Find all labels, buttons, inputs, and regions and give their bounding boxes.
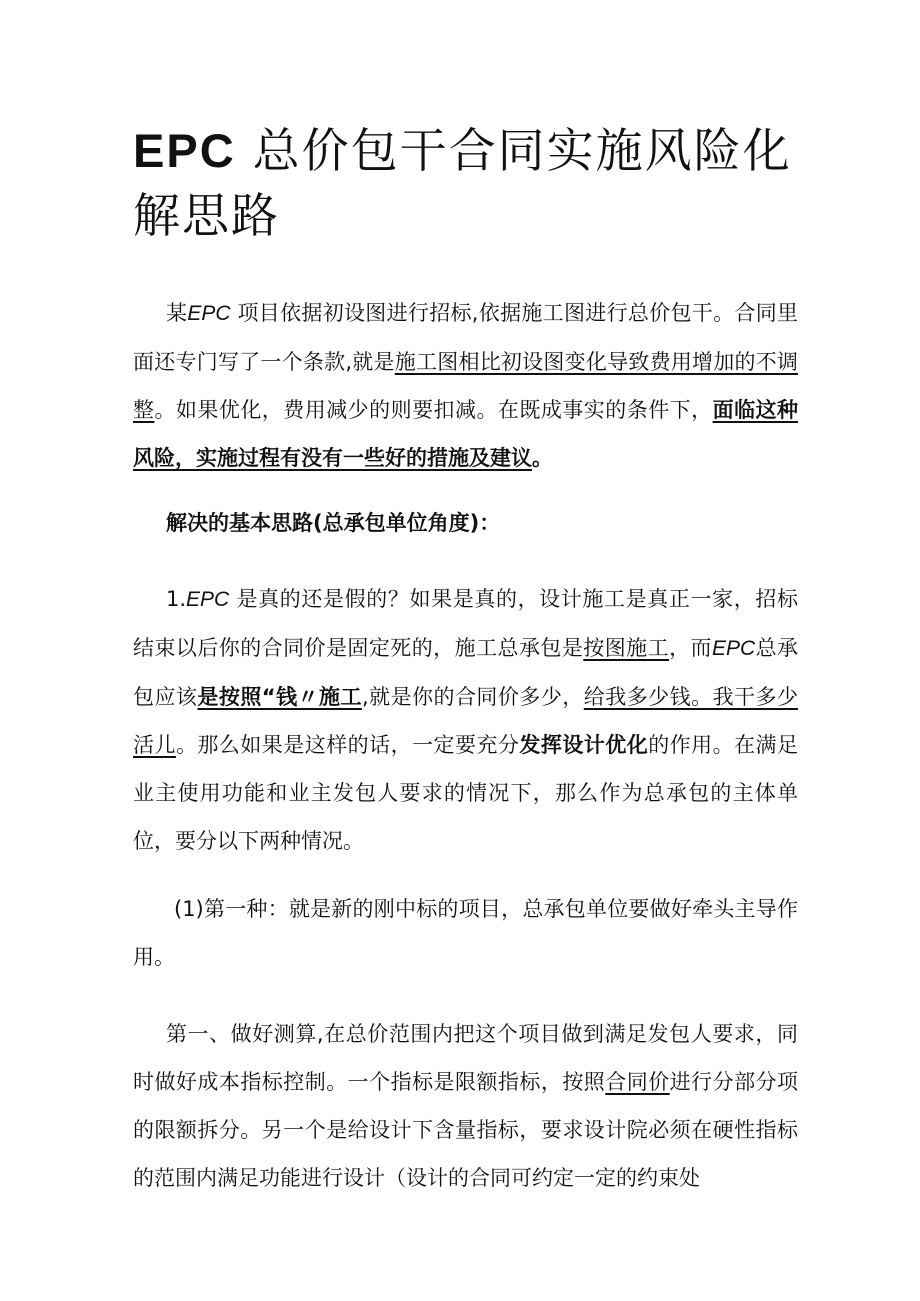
text-run: ,就是你的合同价多少， bbox=[361, 685, 584, 709]
text-run: 。如果优化，费用减少的则要扣减。在既成事实的条件下， bbox=[154, 398, 713, 422]
paragraph-point-1 bbox=[133, 575, 798, 865]
text-run: 某 bbox=[166, 301, 188, 325]
bold-underlined-text: 是按照“钱〃施工 bbox=[197, 685, 362, 709]
text-run: 是真的还是假的？如果是真的，设计施工是真正一家，招标结束以后你的合同价是固定死的，施工总承包是 bbox=[133, 587, 798, 660]
underlined-text: 给我多少钱。我干多少活儿 bbox=[133, 685, 798, 757]
page-title bbox=[133, 118, 813, 249]
title-latin: EPC bbox=[133, 124, 236, 177]
text-run: EPC bbox=[187, 302, 231, 325]
text-run: 第一、做好测算,在总价范围内把这个项目做到满足发包人要求，同时做好成本指标控制。一个指标是限额指标，按照 bbox=[133, 1022, 798, 1094]
title-text: 总价包干合同实施风险化解思路 bbox=[133, 124, 792, 244]
underlined-text: 合同价 bbox=[605, 1070, 670, 1094]
paragraph-step-1 bbox=[133, 1010, 798, 1202]
text-run: EPC bbox=[186, 588, 230, 611]
text-run: 的作用。在满足业主使用功能和业主发包人要求的情况下，那么作为总承包的主体单位，要分以下两种情况。 bbox=[133, 733, 799, 853]
bold-text: 发挥设计优化 bbox=[519, 733, 649, 757]
text-run: 1. bbox=[166, 587, 187, 611]
underlined-text: 施工图相比初设图变化导致费用增加的不调整 bbox=[133, 350, 798, 422]
text-run: ，而 bbox=[669, 636, 712, 660]
paragraph-heading: 解决的基本思路(总承包单位角度)： bbox=[166, 511, 501, 535]
text-run: 。 bbox=[532, 446, 553, 470]
text-run: 。那么如果是这样的话，一定要充分 bbox=[175, 733, 520, 757]
text-run: EPC bbox=[711, 637, 756, 660]
underlined-text: 按图施工 bbox=[583, 636, 670, 660]
bold-underlined-text: 面临这种风险，实施过程有没有一些好的措施及建议 bbox=[133, 398, 799, 470]
paragraph-case-1: (1)第一种：就是新的刚中标的项目，总承包单位要做好牵头主导作用。 bbox=[133, 897, 798, 969]
text-run: 项目依据初设图进行招标,依据施工图进行总价包干。合同里面还专门写了一个条款,就是 bbox=[133, 301, 798, 374]
text-run: 进行分部分项的限额拆分。另一个是给设计下含量指标，要求设计院必须在硬性指标的范围内满足功能进行设计（设计的合同可约定一定的约束处 bbox=[133, 1070, 799, 1190]
paragraph-intro bbox=[133, 289, 798, 482]
text-run: 总承包应该 bbox=[133, 636, 799, 709]
